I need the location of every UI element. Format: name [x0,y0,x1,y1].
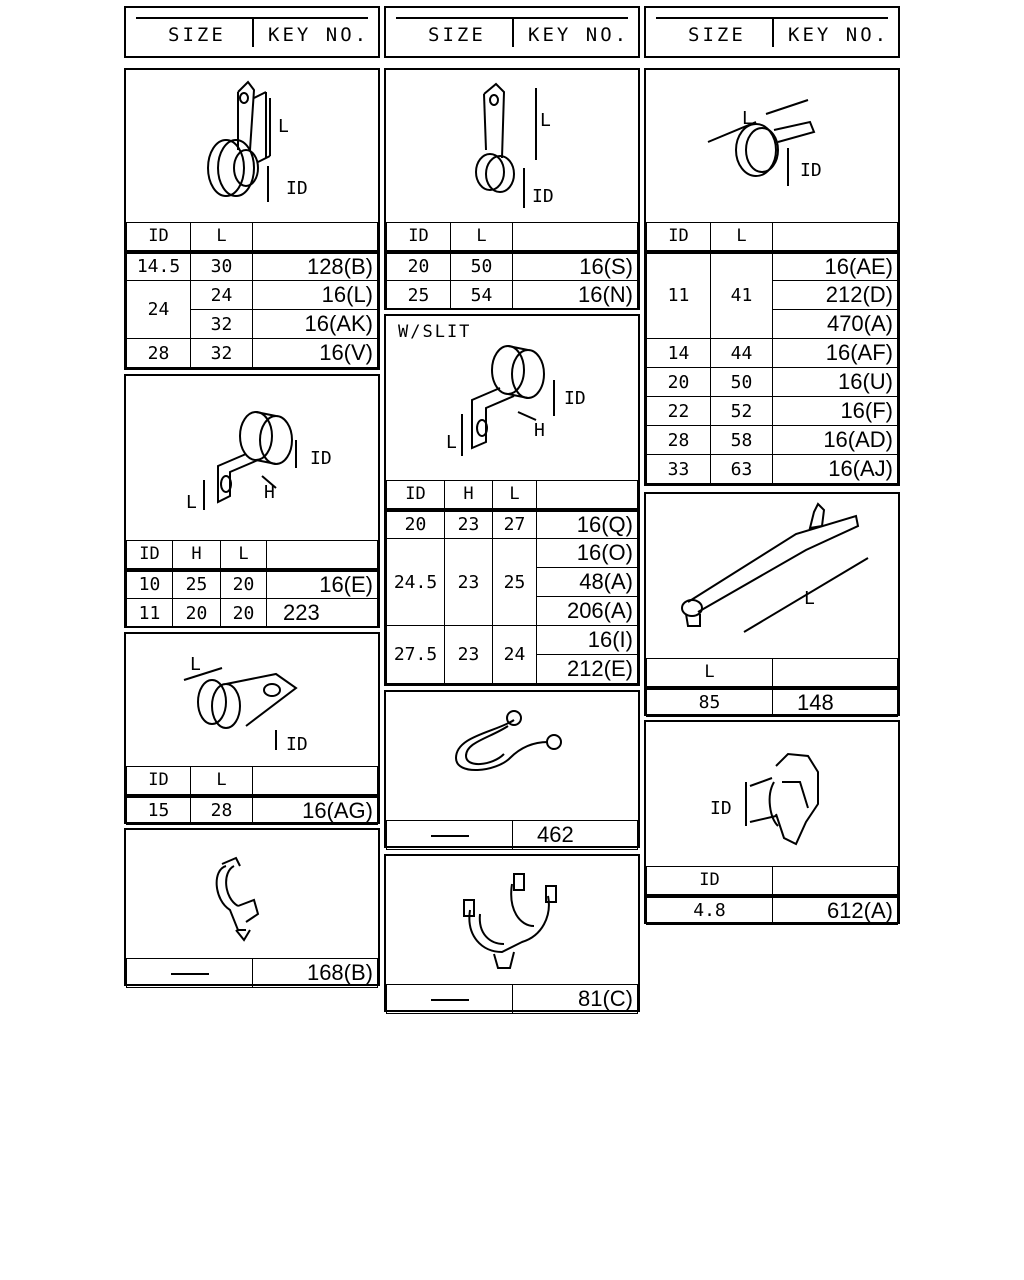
table-row [127,339,378,368]
table-row [647,368,898,397]
dim-l-label: L [742,108,753,129]
key-no-cell: 16(AF) [773,339,898,368]
size-cell: 25 [173,570,221,599]
strap-drawing [646,494,898,656]
size-cell: ID [647,223,711,252]
key-no-cell: 148 [773,688,898,717]
slit-clamp-drawing [386,316,638,476]
size-cell: 23 [445,626,493,684]
key-no-cell: 16(V) [253,339,378,368]
size-cell: 4.8 [647,896,773,925]
flat-clamp-drawing [126,634,378,764]
table-row [647,252,898,281]
size-cell: L [191,767,253,796]
double-holder-panel [384,854,640,1012]
size-cell: 11 [647,252,711,339]
loop-tie-drawing [386,692,638,820]
size-cell: 24.5 [387,539,445,626]
size-cell: L [221,541,267,570]
ring-clamp-drawing [646,70,898,220]
size-header: SIZE [688,24,746,46]
header-box [124,6,380,58]
size-cell: ID [387,223,451,252]
size-cell: L [647,659,773,688]
dim-id-label: ID [564,388,586,409]
key-no-cell: 16(Q) [537,510,638,539]
size-cell: L [451,223,513,252]
dim-h-label: H [534,420,545,441]
dim-l-label: L [278,116,289,137]
size-cell: 32 [191,310,253,339]
dim-l-label: L [446,432,457,453]
size-cell [513,223,638,252]
size-cell: ID [127,223,191,252]
size-cell: L [711,223,773,252]
key-no-cell: 16(S) [513,252,638,281]
size-cell: 28 [191,796,253,825]
table-row [387,539,638,568]
p-clamp-drawing [126,70,378,220]
size-cell: 11 [127,599,173,628]
size-cell: 32 [191,339,253,368]
key-no-cell: 612(A) [773,896,898,925]
key-no-cell: 16(U) [773,368,898,397]
key-no-header: KEY NO. [268,24,370,46]
size-cell: 27 [493,510,537,539]
size-cell [773,867,898,896]
table-row [647,426,898,455]
size-cell: 22 [647,397,711,426]
h-clamp-drawing [126,376,378,538]
table-row [127,959,378,988]
size-cell: 63 [711,455,773,484]
table-row [647,339,898,368]
size-cell: 50 [711,368,773,397]
size-cell: H [173,541,221,570]
size-cell: ID [127,541,173,570]
size-cell: 14.5 [127,252,191,281]
size-cell [537,481,638,510]
size-cell: 20 [221,570,267,599]
slit-clamp-table [386,480,638,684]
key-no-header: KEY NO. [528,24,630,46]
key-no-cell: 16(AD) [773,426,898,455]
table-row [127,252,378,281]
dim-id-label: ID [286,734,308,755]
size-cell [253,223,378,252]
clip-table [126,958,378,988]
size-cell: 23 [445,510,493,539]
key-no-cell: 206(A) [537,597,638,626]
size-cell: 44 [711,339,773,368]
key-no-cell: 16(AK) [253,310,378,339]
table-row [647,896,898,925]
dim-l-label: L [804,588,815,609]
slit-clamp-panel [384,314,640,686]
size-cell: L [191,223,253,252]
key-no-cell: 212(E) [537,655,638,684]
double-holder-table [386,984,638,1014]
size-cell: 54 [451,281,513,310]
dim-l-label: L [190,654,201,675]
key-no-cell: 48(A) [537,568,638,597]
loop-tie-table [386,820,638,850]
flat-clamp-panel [124,632,380,824]
dim-id-label: ID [310,448,332,469]
table-row [647,455,898,484]
pin-clip-drawing [646,722,898,866]
table-row [387,821,638,850]
key-no-cell: 16(AE) [773,252,898,281]
double-holder-drawing [386,856,638,984]
key-no-cell: 16(I) [537,626,638,655]
dim-l-label: L [186,492,197,513]
key-no-header: KEY NO. [788,24,890,46]
size-cell: 24 [493,626,537,684]
key-no-cell: 223 [267,599,378,628]
pin-clip-panel [644,720,900,924]
size-cell [387,821,513,850]
h-clamp-table [126,540,378,628]
header-box [384,6,640,58]
size-cell [773,223,898,252]
size-cell: 85 [647,688,773,717]
size-cell: H [445,481,493,510]
dim-id-label: ID [800,160,822,181]
size-cell: 14 [647,339,711,368]
table-row [127,796,378,825]
size-header: SIZE [428,24,486,46]
key-no-cell: 16(O) [537,539,638,568]
size-cell: 20 [647,368,711,397]
size-cell: 23 [445,539,493,626]
size-cell: 20 [221,599,267,628]
table-row [387,252,638,281]
dim-id-label: ID [532,186,554,207]
size-cell: 20 [173,599,221,628]
size-cell [387,985,513,1014]
clip-panel [124,828,380,986]
size-cell: 15 [127,796,191,825]
size-cell: 24 [127,281,191,339]
size-cell: 30 [191,252,253,281]
slit-label: W/SLIT [398,322,472,342]
table-row [387,626,638,655]
p-clamp-long-panel [384,68,640,310]
size-cell: 20 [387,252,451,281]
dim-h-label: H [264,482,275,503]
key-no-cell: 81(C) [513,985,638,1014]
ring-clamp-table [646,222,898,484]
table-row [387,281,638,310]
p-clamp-table [126,222,378,368]
key-no-cell: 16(N) [513,281,638,310]
dim-id-label: ID [710,798,732,819]
size-cell [127,959,253,988]
size-cell: 27.5 [387,626,445,684]
size-cell: ID [387,481,445,510]
table-row [127,599,378,628]
flat-clamp-table [126,766,378,825]
size-cell [267,541,378,570]
size-cell: 10 [127,570,173,599]
size-cell: L [493,481,537,510]
strap-table [646,658,898,717]
table-row [127,570,378,599]
key-no-cell: 16(E) [267,570,378,599]
size-cell: 50 [451,252,513,281]
p-clamp-panel [124,68,380,370]
size-cell: ID [647,867,773,896]
key-no-cell: 212(D) [773,281,898,310]
key-no-cell: 16(AG) [253,796,378,825]
key-no-cell: 462 [513,821,638,850]
size-cell: 28 [647,426,711,455]
size-header: SIZE [168,24,226,46]
size-cell [773,659,898,688]
key-no-cell: 16(AJ) [773,455,898,484]
p-clamp-long-drawing [386,70,638,220]
key-no-cell: 128(B) [253,252,378,281]
size-cell: 52 [711,397,773,426]
key-no-cell: 470(A) [773,310,898,339]
ring-clamp-panel [644,68,900,486]
table-row [647,688,898,717]
h-clamp-panel [124,374,380,628]
dim-l-label: L [540,110,551,131]
pin-clip-table [646,866,898,925]
table-row [647,397,898,426]
key-no-cell: 16(F) [773,397,898,426]
table-row [127,281,378,310]
size-cell [253,767,378,796]
size-cell: 24 [191,281,253,310]
size-cell: ID [127,767,191,796]
loop-tie-panel [384,690,640,848]
size-cell: 58 [711,426,773,455]
size-cell: 41 [711,252,773,339]
size-cell: 25 [387,281,451,310]
key-no-cell: 168(B) [253,959,378,988]
table-row [387,985,638,1014]
table-row [387,510,638,539]
p-clamp-long-table [386,222,638,310]
size-cell: 20 [387,510,445,539]
header-box [644,6,900,58]
size-cell: 33 [647,455,711,484]
key-no-cell: 16(L) [253,281,378,310]
size-cell: 28 [127,339,191,368]
size-cell: 25 [493,539,537,626]
clip-drawing [126,830,378,958]
dim-id-label: ID [286,178,308,199]
strap-panel [644,492,900,716]
